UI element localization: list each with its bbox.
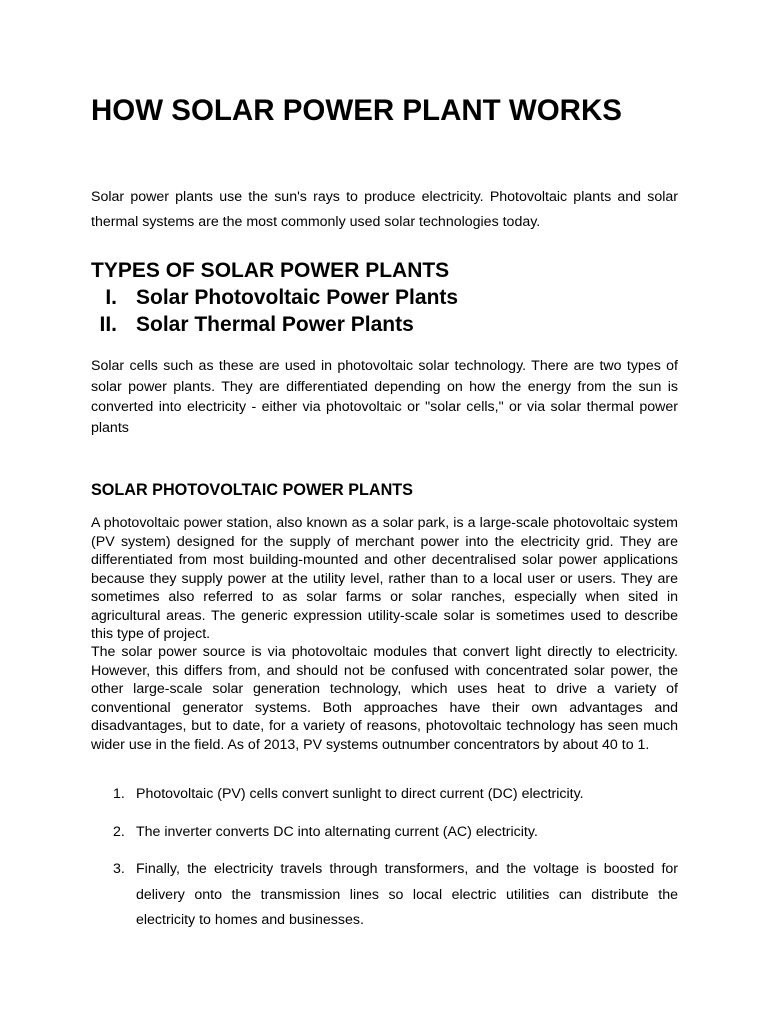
intro-paragraph: Solar power plants use the sun's rays to produce electricity. Photovoltaic plants and solar thermal systems are the most commonly used solar technologies today. — [91, 189, 678, 230]
roman-numeral: I. — [105, 286, 117, 309]
page-title: HOW SOLAR POWER PLANT WORKS — [91, 94, 622, 127]
types-heading: TYPES OF SOLAR POWER PLANTS — [91, 259, 450, 282]
solar-cells-paragraph: Solar cells such as these are used in photovoltaic solar technology. There are two types of solar power plants. They are differentiated depending on how the energy from the sun is converted into electricity - either via photovoltaic or "solar cells," or via solar thermal power plants — [91, 358, 678, 436]
types-list-item-label: Solar Thermal Power Plants — [136, 313, 414, 336]
step-number: 1. — [113, 786, 125, 802]
process-step — [91, 820, 678, 846]
types-list-item — [91, 311, 678, 338]
step-number: 3. — [113, 861, 125, 877]
process-step — [91, 857, 678, 934]
types-list-item-label: Solar Photovoltaic Power Plants — [136, 286, 459, 309]
types-list-item — [91, 284, 678, 311]
step-number: 2. — [113, 823, 125, 840]
process-step — [91, 782, 678, 808]
step-text: Finally, the electricity travels through transformers, and the voltage is boosted for delivery onto the transmission lines so local electric utilities can distribute the electricity to homes and businesses. — [136, 861, 678, 928]
pv-paragraph-1: A photovoltaic power station, also known as a solar park, is a large-scale photovoltaic system (PV system) designed for the supply of merchant power into the electricity grid. They are differentiated from most building-mounted and other decentralised solar power applications because they supply power at the utility level, rather than to a local user or users. They are sometimes also referred to as solar farms or solar ranches, especially when sited in agricultural areas. The generic expression utility-scale solar is sometimes used to describe this type of project. — [91, 515, 678, 642]
types-list — [91, 284, 678, 338]
process-steps-list — [91, 782, 678, 934]
pv-section-heading: SOLAR PHOTOVOLTAIC POWER PLANTS — [91, 481, 413, 499]
roman-numeral: II. — [99, 313, 117, 336]
step-text: Photovoltaic (PV) cells convert sunlight to direct current (DC) electricity. — [136, 786, 584, 802]
step-text: The inverter converts DC into alternating current (AC) electricity. — [136, 823, 538, 840]
pv-paragraph-2: The solar power source is via photovoltaic modules that convert light directly to electricity. However, this differs from, and should not be confused with concentrated solar power, the other large-scale solar generation technology, which uses heat to drive a variety of conventional generator systems. Both approaches have their own advantages and disadvantages, but to date, for a variety of reasons, photovoltaic technology has seen much wider use in the field. As of 2013, PV systems outnumber concentrators by about 40 to 1. — [91, 644, 678, 753]
